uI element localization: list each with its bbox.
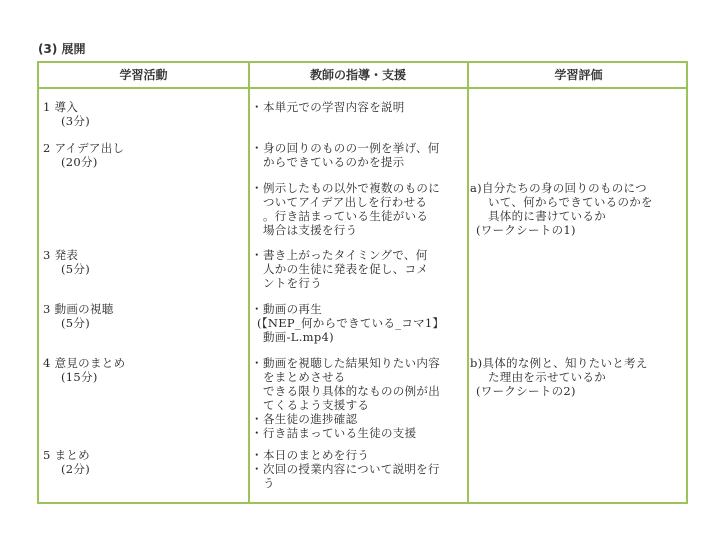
- evaluation-text: (ワークシートの2): [476, 384, 576, 398]
- section-heading: (3) 展開: [38, 42, 86, 56]
- bullet: ・: [251, 426, 263, 440]
- bullet: ・: [251, 141, 263, 155]
- activity-time: (5分): [61, 316, 90, 330]
- activity-title: 1 導入: [43, 100, 79, 114]
- lesson-plan-table: [37, 61, 688, 504]
- column-divider: [467, 63, 469, 502]
- evaluation-text: b)具体的な例と、知りたいと考え: [470, 356, 648, 370]
- guidance-text: 人かの生徒に発表を促し、コメ: [263, 262, 429, 276]
- guidance-text: できる限り具体的なものの例が出: [263, 384, 440, 398]
- activity-time: (3分): [61, 114, 90, 128]
- guidance-text: ントを行う: [263, 276, 322, 290]
- bullet: ・: [251, 181, 263, 195]
- activity-title: 5 まとめ: [43, 448, 90, 462]
- guidance-text: ついてアイデア出しを行わせる: [263, 195, 428, 209]
- column-divider: [248, 63, 250, 502]
- guidance-text: 書き上がったタイミングで、何: [263, 248, 428, 262]
- guidance-text: 。行き詰まっている生徒がいる: [263, 209, 429, 223]
- guidance-text: 本単元での学習内容を説明: [263, 100, 405, 114]
- activity-time: (2分): [61, 462, 90, 476]
- header-evaluation: 学習評価: [554, 68, 603, 82]
- guidance-text: をまとめさせる: [263, 370, 346, 384]
- guidance-text: (【NEP_何からできている_コマ1】: [257, 316, 445, 330]
- guidance-text: 動画-L.mp4): [263, 330, 334, 344]
- guidance-text: 行き詰まっている生徒の支援: [263, 426, 417, 440]
- guidance-text: てくるよう支援する: [263, 398, 370, 412]
- bullet: ・: [251, 356, 263, 370]
- guidance-text: う: [263, 476, 275, 490]
- activity-time: (20分): [61, 155, 98, 169]
- header-divider: [39, 87, 686, 89]
- activity-time: (15分): [61, 370, 98, 384]
- evaluation-text: a)自分たちの身の回りのものにつ: [470, 181, 647, 195]
- bullet: ・: [251, 100, 263, 114]
- guidance-text: 例示したもの以外で複数のものに: [263, 181, 440, 195]
- guidance-text: 次回の授業内容について説明を行: [263, 462, 440, 476]
- activity-title: 2 アイデア出し: [43, 141, 125, 155]
- activity-title: 3 発表: [43, 248, 79, 262]
- evaluation-text: いて、何からできているのかを: [488, 195, 653, 209]
- guidance-text: 動画の再生: [263, 302, 322, 316]
- evaluation-text: (ワークシートの1): [476, 223, 576, 237]
- guidance-text: からできているのかを提示: [263, 155, 405, 169]
- guidance-text: 本日のまとめを行う: [263, 448, 370, 462]
- guidance-text: 動画を視聴した結果知りたい内容: [263, 356, 440, 370]
- header-guidance: 教師の指導・支援: [309, 68, 406, 82]
- bullet: ・: [251, 248, 263, 262]
- activity-title: 3 動画の視聴: [43, 302, 114, 316]
- bullet: ・: [251, 412, 263, 426]
- bullet: ・: [251, 448, 263, 462]
- header-activity: 学習活動: [119, 68, 168, 82]
- guidance-text: 身の回りのものの一例を挙げ、何: [263, 141, 440, 155]
- bullet: ・: [251, 462, 263, 476]
- guidance-text: 各生徒の進捗確認: [263, 412, 358, 426]
- evaluation-text: 具体的に書けているか: [488, 209, 606, 223]
- evaluation-text: た理由を示せているか: [488, 370, 606, 384]
- bullet: ・: [251, 302, 263, 316]
- guidance-text: 場合は支援を行う: [263, 223, 358, 237]
- activity-time: (5分): [61, 262, 90, 276]
- activity-title: 4 意見のまとめ: [43, 356, 126, 370]
